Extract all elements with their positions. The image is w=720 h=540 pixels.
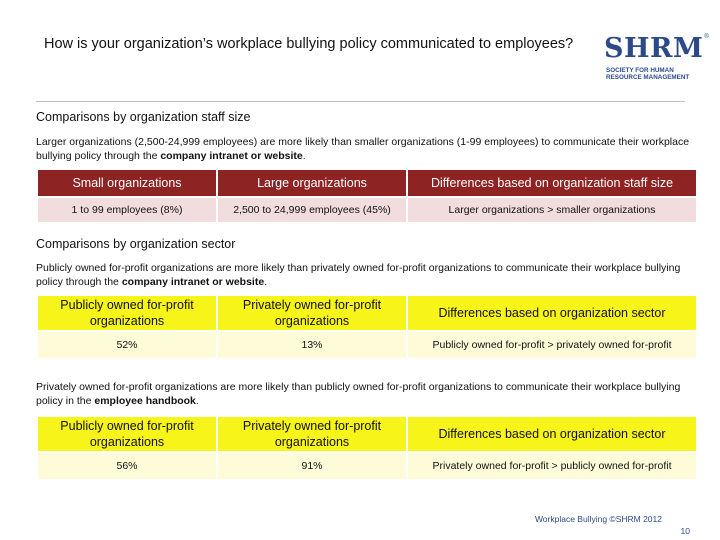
registered-mark: ® [704,34,709,40]
table-cell: Larger organizations > smaller organizations [408,198,696,222]
table-cell: 52% [38,332,216,358]
table-header-cell: Differences based on organization sector [408,296,696,330]
table-row [38,453,696,479]
paragraph-text: . [264,275,268,288]
sector-table-handbook [36,415,698,481]
staff-size-table [36,168,698,224]
paragraph-emphasis: company intranet or website [160,149,303,162]
table-cell: 2,500 to 24,999 employees (45%) [218,198,406,222]
section-heading-sector: Comparisons by organization sector [36,237,236,251]
shrm-logo-subtitle-line: RESOURCE MANAGEMENT [606,74,690,82]
shrm-logo [604,33,709,88]
table-header-row [38,296,696,330]
table-row [38,198,696,222]
page-number: 10 [680,526,690,536]
table-header-cell: Publicly owned for-profit organizations [38,417,216,451]
table-cell: Privately owned for-profit > publicly owned for-profit [408,453,696,479]
table-row [38,332,696,358]
table-header-cell: Differences based on organization staff size [408,170,696,196]
paragraph-text: . [302,149,306,162]
table-header-cell: Large organizations [218,170,406,196]
sector-table-intranet [36,294,698,360]
paragraph-text: Larger organizations (2,500-24,999 employees) are more likely than smaller organizations (1-99 employees) to communicate their workplace bullying policy through the [36,136,690,162]
table-cell: 91% [218,453,406,479]
staff-size-paragraph [36,136,696,163]
table-header-row [38,417,696,451]
table-cell: 1 to 99 employees (8%) [38,198,216,222]
section-heading-staff-size: Comparisons by organization staff size [36,110,251,124]
slide-title: How is your organization’s workplace bullying policy communicated to employees? [44,36,574,52]
table-header-cell: Privately owned for-profit organizations [218,417,406,451]
table-header-cell: Publicly owned for-profit organizations [38,296,216,330]
table-cell: Publicly owned for-profit > privately owned for-profit [408,332,696,358]
table-header-cell: Small organizations [38,170,216,196]
paragraph-text: Privately owned for-profit organizations are more likely than publicly owned for-profit organizations to communicate their workplace bullying policy in the [36,381,681,407]
shrm-logo-subtitle [606,67,690,82]
paragraph-emphasis: employee handbook [94,394,196,407]
table-header-row [38,170,696,196]
sector-paragraph-2 [36,381,696,408]
shrm-logo-subtitle-line: SOCIETY FOR HUMAN [606,67,674,74]
paragraph-text: Publicly owned for-profit organizations are more likely than privately owned for-profit organizations to communicate their workplace bullying policy through the [36,262,681,288]
shrm-logo-mark [604,33,709,64]
table-cell: 56% [38,453,216,479]
table-cell: 13% [218,332,406,358]
table-header-cell: Differences based on organization sector [408,417,696,451]
sector-paragraph-1 [36,262,696,289]
paragraph-text: . [195,394,199,407]
footer-credit: Workplace Bullying ©SHRM 2012 [534,514,662,524]
header-divider [36,101,685,102]
paragraph-emphasis: company intranet or website [121,275,265,288]
table-header-cell: Privately owned for-profit organizations [218,296,406,330]
shrm-logo-letters: SHRM [604,33,704,64]
